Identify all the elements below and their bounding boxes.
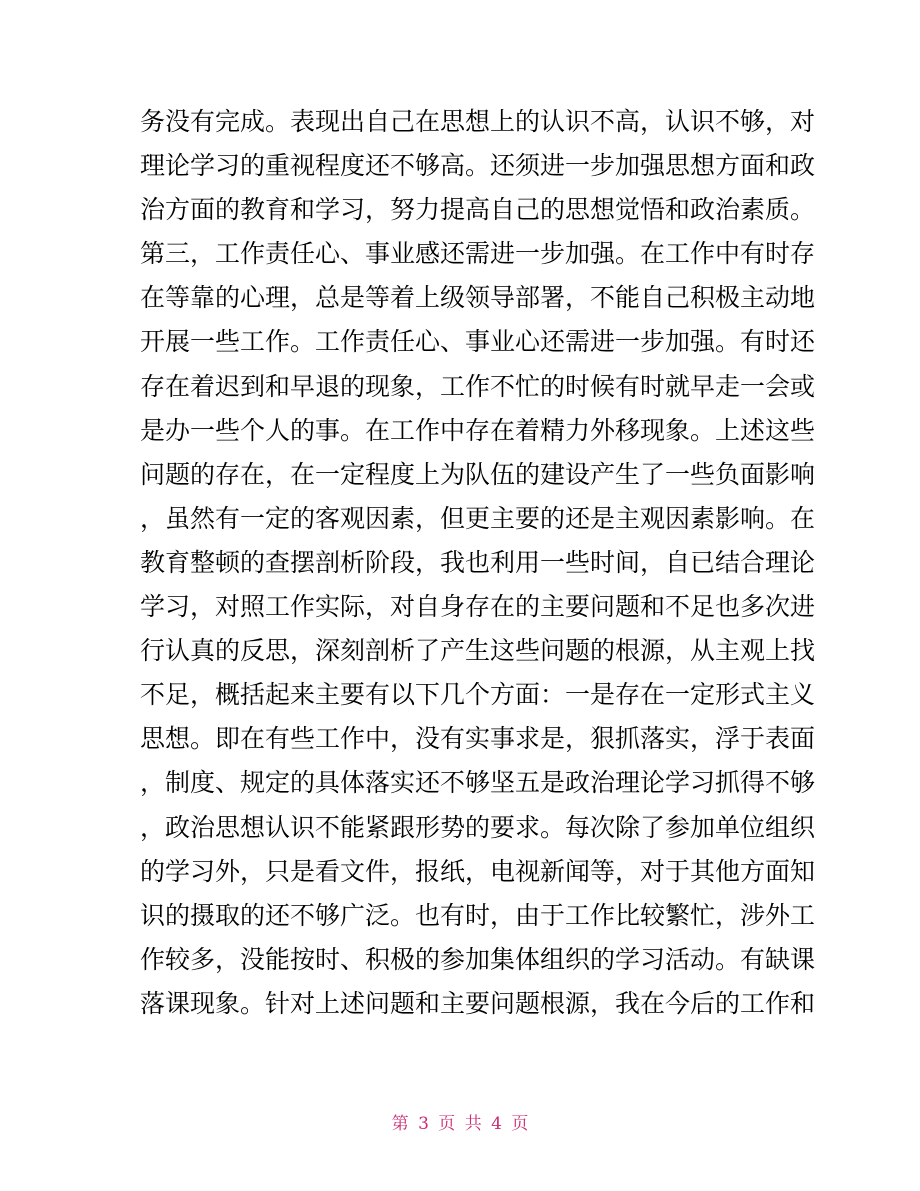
page-number-footer: 第 3 页 共 4 页 (391, 1114, 529, 1134)
text-line: ，虽然有一定的客观因素，但更主要的还是主观因素影响。在 (140, 503, 816, 533)
text-line: 落课现象。针对上述问题和主要问题根源，我在今后的工作和 (140, 988, 816, 1018)
text-line: ，制度、规定的具体落实还不够坚五是政治理论学习抓得不够 (140, 768, 816, 798)
text-line: 作较多，没能按时、积极的参加集体组织的学习活动。有缺课 (140, 944, 816, 974)
text-line: 学习，对照工作实际，对自身存在的主要问题和不足也多次进 (140, 592, 816, 622)
text-line: 务没有完成。表现出自己在思想上的认识不高，认识不够，对 (140, 107, 816, 136)
text-line: 存在着迟到和早退的现象，工作不忙的时候有时就早走一会或 (140, 371, 816, 401)
text-line: 教育整顿的查摆剖析阶段，我也利用一些时间，自已结合理论 (140, 547, 816, 577)
text-line: 的学习外，只是看文件，报纸，电视新闻等，对于其他方面知 (140, 856, 816, 886)
text-line: 开展一些工作。工作责任心、事业心还需进一步加强。有时还 (140, 327, 816, 357)
text-line: 是办一些个人的事。在工作中存在着精力外移现象。上述这些 (140, 415, 816, 445)
text-line: 理论学习的重视程度还不够高。还须进一步加强思想方面和政 (140, 151, 816, 181)
text-line: ，政治思想认识不能紧跟形势的要求。每次除了参加单位组织 (140, 812, 816, 842)
text-line: 识的摄取的还不够广泛。也有时，由于工作比较繁忙，涉外工 (140, 900, 816, 930)
text-line: 在等靠的心理，总是等着上级领导部署，不能自己积极主动地 (140, 283, 816, 313)
text-line: 问题的存在，在一定程度上为队伍的建设产生了一些负面影响 (140, 459, 816, 489)
body-text (140, 100, 816, 1026)
text-line: 不足，概括起来主要有以下几个方面：一是存在一定形式主义 (140, 680, 816, 710)
text-line: 治方面的教育和学习，努力提高自己的思想觉悟和政治素质。 (140, 195, 816, 225)
text-line: 第三，工作责任心、事业感还需进一步加强。在工作中有时存 (140, 239, 816, 269)
text-line: 行认真的反思，深刻剖析了产生这些问题的根源，从主观上找 (140, 636, 816, 666)
text-line: 思想。即在有些工作中，没有实事求是，狠抓落实，浮于表面 (140, 724, 816, 754)
